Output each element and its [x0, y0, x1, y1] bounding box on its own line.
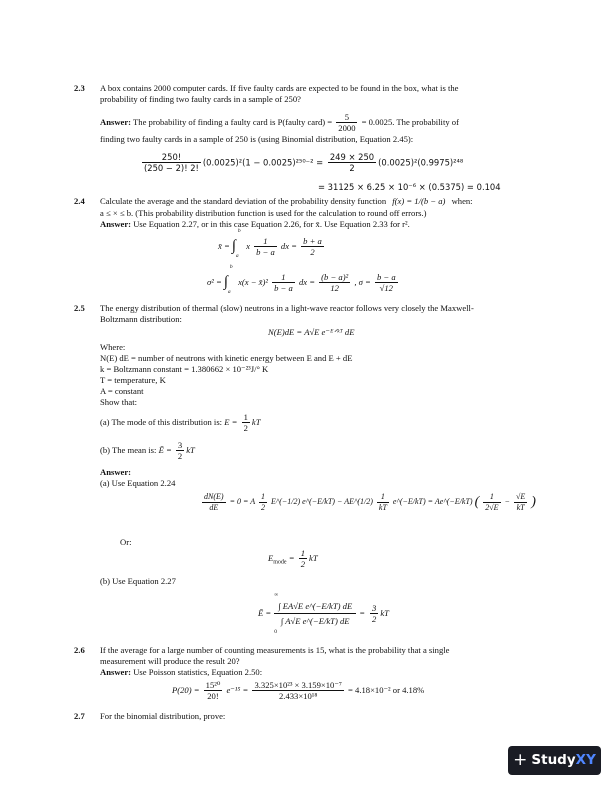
maxwell-boltzmann-equation: N(E)dE = A√E e⁻ᴱᐟᵏᵀ dE	[268, 327, 355, 337]
answer-line	[100, 112, 459, 134]
answer-line: (a) Use Equation 2.24	[100, 478, 176, 488]
answer-label: Answer:	[100, 667, 132, 677]
question-line: a ≤ × ≤ b. (This probability distribution function is used for the calculation to round off errors.)	[100, 208, 427, 218]
answer-label: Answer:	[100, 467, 132, 477]
problem-number: 2.6	[74, 645, 85, 655]
mode-result-equation: $E_{mode}$ = $\frac{1}{2}$ kT	[268, 548, 318, 570]
definition-line: T = temperature, K	[100, 375, 166, 385]
brand-name: Study	[531, 752, 576, 769]
studyxy-logo[interactable]	[508, 746, 601, 775]
plus-icon: +	[513, 750, 528, 771]
fraction: $\frac{5}{2000}$	[338, 112, 356, 134]
problem-number: 2.3	[74, 83, 85, 93]
answer-line: (b) Use Equation 2.27	[100, 576, 176, 586]
definition-line: A = constant	[100, 386, 144, 396]
binomial-result: = 31125 × 6.25 × 10⁻⁶ × (0.5375) = 0.104	[318, 182, 501, 192]
brand-name-accent: XY	[575, 752, 596, 769]
answer-label: Answer:	[100, 116, 132, 127]
mean-result-equation: Ē = ∞ ∫ EA√E e^(−E/kT) dE ∫ A√E e^(−E/kT) dE 0 = $\frac{3}{2}$ kT	[258, 592, 389, 635]
problem-number: 2.4	[74, 196, 85, 206]
question-line: A box contains 2000 computer cards. If five faulty cards are expected to be found in the box, what is the	[100, 83, 459, 93]
question-line: Calculate the average and the standard deviation of the probability density function f(x) = 1/(b − a) when:	[100, 196, 473, 206]
answer-text: = 0.0025. The probability of	[361, 116, 459, 127]
question-line: If the average for a large number of counting measurements is 15, what is the probability that a single	[100, 645, 450, 655]
binomial-equation: $\frac{250!}{(250 - 2)! 2!}$ (0.0025)²(1 − 0.0025)²⁵⁰⁻² = $\frac{249 \times 250}{2}$ (0.0025)²(0.9975)²⁴⁸	[144, 152, 464, 174]
variance-equation: σ² = b ∫ a x(x − x̄)² $\frac{1}{b - a}$ dx = $\frac{\text{(b − a)²}}{12}$ , σ = $\frac{b - a}{√12}$	[207, 264, 396, 296]
answer-line: finding two faulty cards in a sample of 250 is (using Binomial distribution, Equation 2.45):	[100, 134, 414, 144]
density-function: f(x) = 1/(b − a)	[392, 196, 446, 206]
answer-text: The probability of finding a faulty card is P(faulty card) =	[133, 116, 333, 127]
question-line: Boltzmann distribution:	[100, 314, 182, 324]
where-label: Where:	[100, 342, 126, 352]
poisson-equation: P(20) = $\frac{\text{15²⁰}}{20!}$ e⁻¹⁵ = $\frac{\text{3.325×10²³ × 3.159×10⁻⁷}}{\text{2.433×10¹⁸}}$ = 4.18×10⁻² or 4.18%	[172, 680, 425, 702]
definition-line: k = Boltzmann constant = 1.380662 × 10⁻²³J/° K	[100, 364, 269, 374]
answer-label: Answer:	[100, 219, 132, 229]
part-a-statement: (a) The mode of this distribution is: E = $\frac{1}{2}$ kT	[100, 412, 261, 434]
problem-number: 2.7	[74, 711, 85, 721]
part-b-statement: (b) The mean is: Ē = $\frac{3}{2}$ kT	[100, 440, 195, 462]
problem-number: 2.5	[74, 303, 85, 313]
or-label: Or:	[120, 537, 132, 547]
answer-line: Answer: Use Equation 2.27, or in this case Equation 2.26, for x̄. Use Equation 2.33 for r².	[100, 219, 410, 229]
question-line: The energy distribution of thermal (slow) neutrons in a light-wave reactor follows very closely the Maxwell-	[100, 303, 474, 313]
show-label: Show that:	[100, 397, 138, 407]
question-line: measurement will produce the result 20?	[100, 656, 240, 666]
mode-derivative-equation: $\frac{dN(E)}{dE}$ = 0 = A $\frac{1}{2}$ E^(−1/2) e^(−E/kT) − AE^(1/2) $\frac{1}{kT}$ e^(−E/kT) = Ae^(−E/kT) ( $\frac{1}{2√E}$ − $\frac{√E}{kT}$ )	[204, 492, 536, 512]
definition-line: N(E) dE = number of neutrons with kinetic energy between E and E + dE	[100, 353, 353, 363]
question-line: probability of finding two faulty cards in a sample of 250?	[100, 94, 301, 104]
mean-equation: x̄ = b ∫ a x $\frac{1}{b - a}$ dx = $\frac{b + a}{2}$	[218, 228, 322, 260]
answer-line: Answer: Use Poisson statistics, Equation 2.50:	[100, 667, 263, 677]
question-line: For the binomial distribution, prove:	[100, 711, 226, 721]
